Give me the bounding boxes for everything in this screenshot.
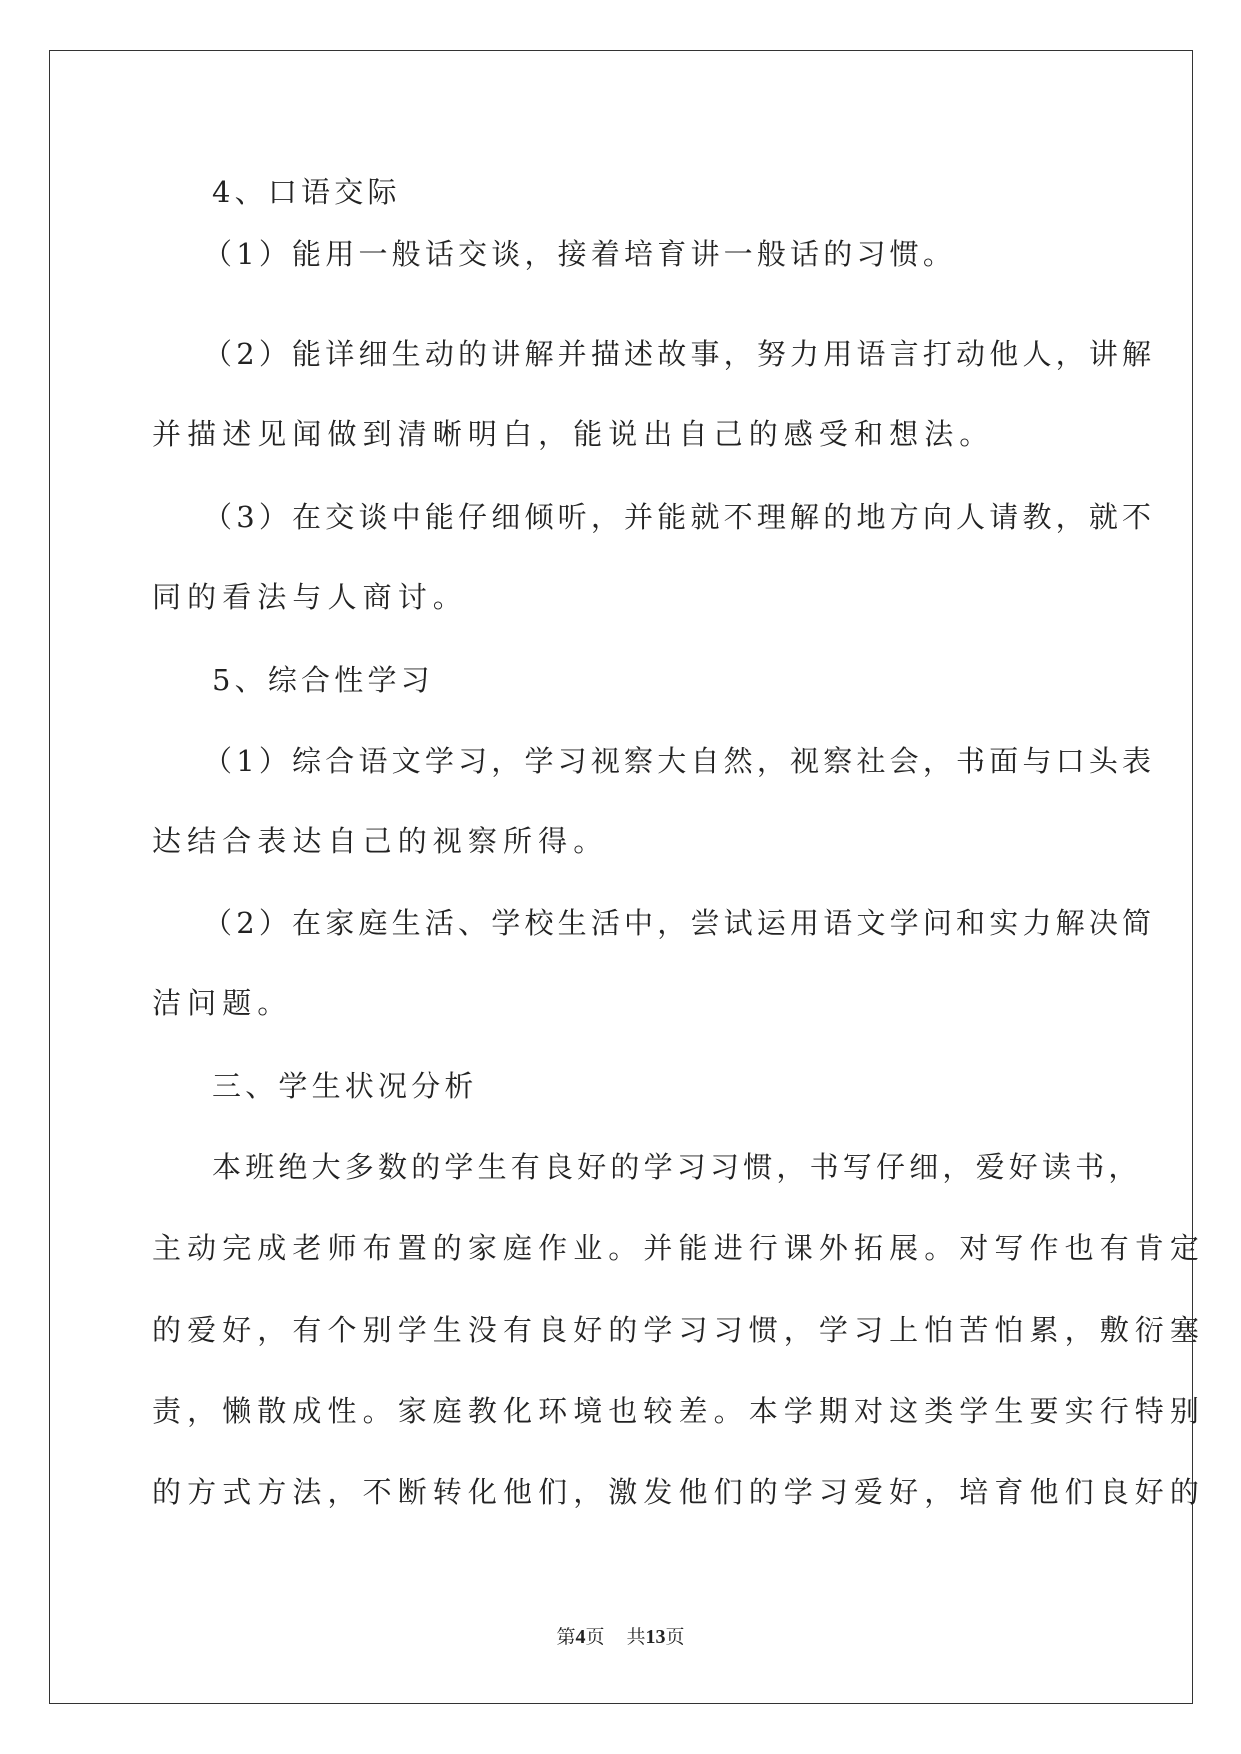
paragraph-line: （2）能详细生动的讲解并描述故事，努力用语言打动他人，讲解 — [203, 337, 1156, 371]
paragraph-line: 责，懒散成性。家庭教化环境也较差。本学期对这类学生要实行特别 — [152, 1394, 1206, 1428]
page-border — [49, 50, 1206, 1704]
paragraph-line: 的爱好，有个别学生没有良好的学习习惯，学习上怕苦怕累，敷衍塞 — [152, 1313, 1206, 1347]
paragraph-line: 的方式方法，不断转化他们，激发他们的学习爱好，培育他们良好的 — [152, 1475, 1206, 1509]
paragraph-line: 并描述见闻做到清晰明白，能说出自己的感受和想法。 — [152, 417, 995, 451]
section-heading-oral-communication: 4、口语交际 — [212, 175, 401, 209]
page-prefix: 第 — [556, 1626, 576, 1648]
paragraph-line: （1）综合语文学习，学习视察大自然，视察社会，书面与口头表 — [203, 744, 1156, 778]
page-suffix: 页 — [585, 1626, 605, 1648]
paragraph-line: 同的看法与人商讨。 — [152, 580, 468, 614]
total-page-number: 13 — [645, 1626, 666, 1648]
paragraph-line: （1）能用一般话交谈，接着培育讲一般话的习惯。 — [203, 237, 957, 271]
current-page-number: 4 — [575, 1626, 586, 1648]
paragraph-line: 达结合表达自己的视察所得。 — [152, 824, 609, 858]
paragraph-line: 本班绝大多数的学生有良好的学习习惯，书写仔细，爱好读书， — [212, 1150, 1142, 1184]
section-heading-integrated-learning: 5、综合性学习 — [212, 663, 434, 697]
paragraph-line: （2）在家庭生活、学校生活中，尝试运用语文学问和实力解决简 — [203, 906, 1156, 940]
page-footer — [0, 1624, 1241, 1650]
paragraph-line: （3）在交谈中能仔细倾听，并能就不理解的地方向人请教，就不 — [203, 500, 1156, 534]
total-prefix: 共 — [626, 1626, 646, 1648]
paragraph-line: 主动完成老师布置的家庭作业。并能进行课外拓展。对写作也有肯定 — [152, 1231, 1206, 1265]
paragraph-line: 洁问题。 — [152, 986, 293, 1020]
section-heading-student-analysis: 三、学生状况分析 — [212, 1069, 478, 1103]
total-suffix: 页 — [665, 1626, 685, 1648]
